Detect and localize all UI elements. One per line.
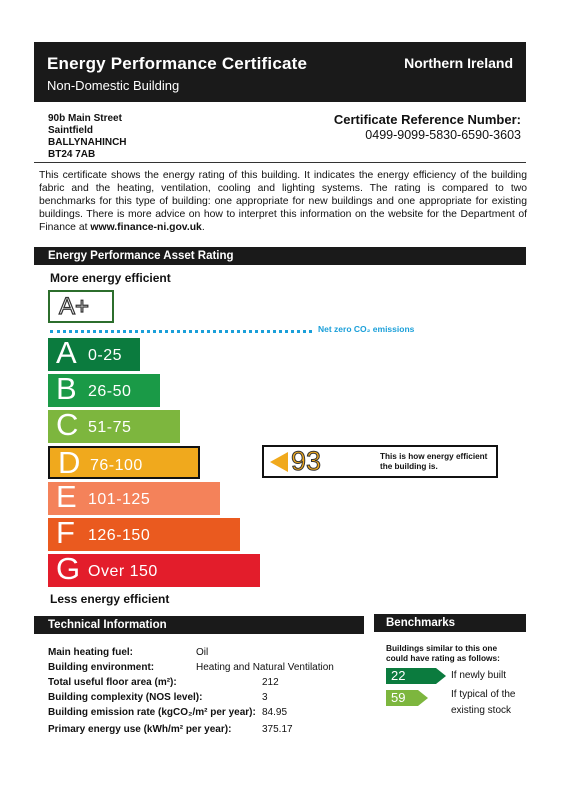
band-a-range: 0-25 [88, 347, 123, 364]
intro-text: This certificate shows the energy rating of this building. It indicates the energy efficiency of the building fabric and the heating, ventilation, cooling and lighting systems. The rating is compared to two benchmarks for this type of building: one appropriate for new buildings and one appropriate for existing buildings. There is more advice on how to interpret this information on the website for the Department of Finance at [39, 170, 527, 233]
finance-website-link[interactable]: www.finance-ni.gov.uk [90, 222, 202, 233]
benchmarks-intro: Buildings similar to this one could have rating as follows: [386, 643, 500, 663]
band-f [48, 515, 240, 551]
band-e [48, 479, 220, 515]
tech-label-emission-rate: Building emission rate (kgCO₂/m² per year): [48, 707, 256, 718]
band-f-letter: F [56, 515, 75, 550]
address-line-2: Saintfield [48, 125, 94, 136]
band-a [48, 335, 140, 371]
band-d-letter: D [58, 445, 81, 480]
tech-value-heating-fuel: Oil [196, 647, 209, 658]
tech-value-emission-rate: 84.95 [262, 707, 288, 718]
band-b-letter: B [56, 371, 77, 406]
band-g-letter: G [56, 551, 81, 586]
address-line-3: BALLYNAHINCH [48, 137, 127, 148]
less-efficient-label: Less energy efficient [50, 592, 170, 606]
benchmark-new-label: If newly built [451, 670, 507, 681]
arrow-left-icon [270, 452, 288, 472]
certificate-reference-number: 0499-9099-5830-6590-3603 [365, 128, 521, 142]
band-e-letter: E [56, 479, 77, 514]
tech-value-primary-energy: 375.17 [262, 724, 293, 735]
divider [34, 162, 526, 163]
technical-info-title: Technical Information [34, 616, 364, 634]
current-rating-value: 93 [291, 446, 322, 476]
aplus-band [48, 290, 114, 323]
band-e-range: 101-125 [88, 491, 151, 508]
net-zero-dotted-line [50, 330, 312, 333]
region-label: Northern Ireland [404, 55, 513, 71]
certificate-title: Energy Performance Certificate [47, 54, 308, 73]
address-line-4: BT24 7AB [48, 149, 96, 160]
more-efficient-label: More energy efficient [50, 271, 171, 285]
band-d [48, 446, 200, 479]
band-f-range: 126-150 [88, 527, 151, 544]
band-c-letter: C [56, 407, 79, 442]
band-b [48, 371, 160, 407]
current-rating-text: This is how energy efficient the building is. [380, 452, 488, 471]
certificate-subtitle: Non-Domestic Building [47, 78, 180, 93]
band-c-range: 51-75 [88, 419, 132, 436]
tech-value-floor-area: 212 [262, 677, 279, 688]
intro-paragraph [39, 169, 527, 234]
certificate-reference-label: Certificate Reference Number: [333, 112, 521, 127]
tech-label-primary-energy: Primary energy use (kWh/m² per year): [48, 724, 232, 735]
benchmark-existing-label: If typical of the existing stock [451, 689, 516, 716]
current-rating-indicator [262, 445, 498, 478]
band-b-range: 26-50 [88, 383, 132, 400]
band-d-range: 76-100 [90, 457, 143, 474]
benchmark-new-badge: 22 [386, 668, 436, 684]
tech-label-environment: Building environment: [48, 662, 155, 673]
certificate-header [34, 42, 526, 102]
band-a-letter: A [56, 335, 77, 370]
address-line-1: 90b Main Street [48, 113, 122, 124]
benchmarks-title: Benchmarks [374, 614, 526, 632]
tech-label-complexity: Building complexity (NOS level): [48, 692, 203, 703]
benchmark-existing-badge: 59 [386, 690, 418, 706]
band-g [48, 551, 260, 587]
band-g-range: Over 150 [88, 563, 158, 580]
tech-value-complexity: 3 [262, 692, 268, 703]
intro-end: . [201, 222, 205, 233]
aplus-label: A+ [59, 293, 90, 320]
tech-label-heating-fuel: Main heating fuel: [48, 647, 133, 658]
rating-section-title: Energy Performance Asset Rating [34, 247, 526, 265]
net-zero-label: Net zero CO₂ emissions [318, 324, 415, 334]
band-c [48, 407, 180, 443]
tech-label-floor-area: Total useful floor area (m²): [48, 677, 177, 688]
tech-value-environment: Heating and Natural Ventilation [196, 662, 334, 673]
